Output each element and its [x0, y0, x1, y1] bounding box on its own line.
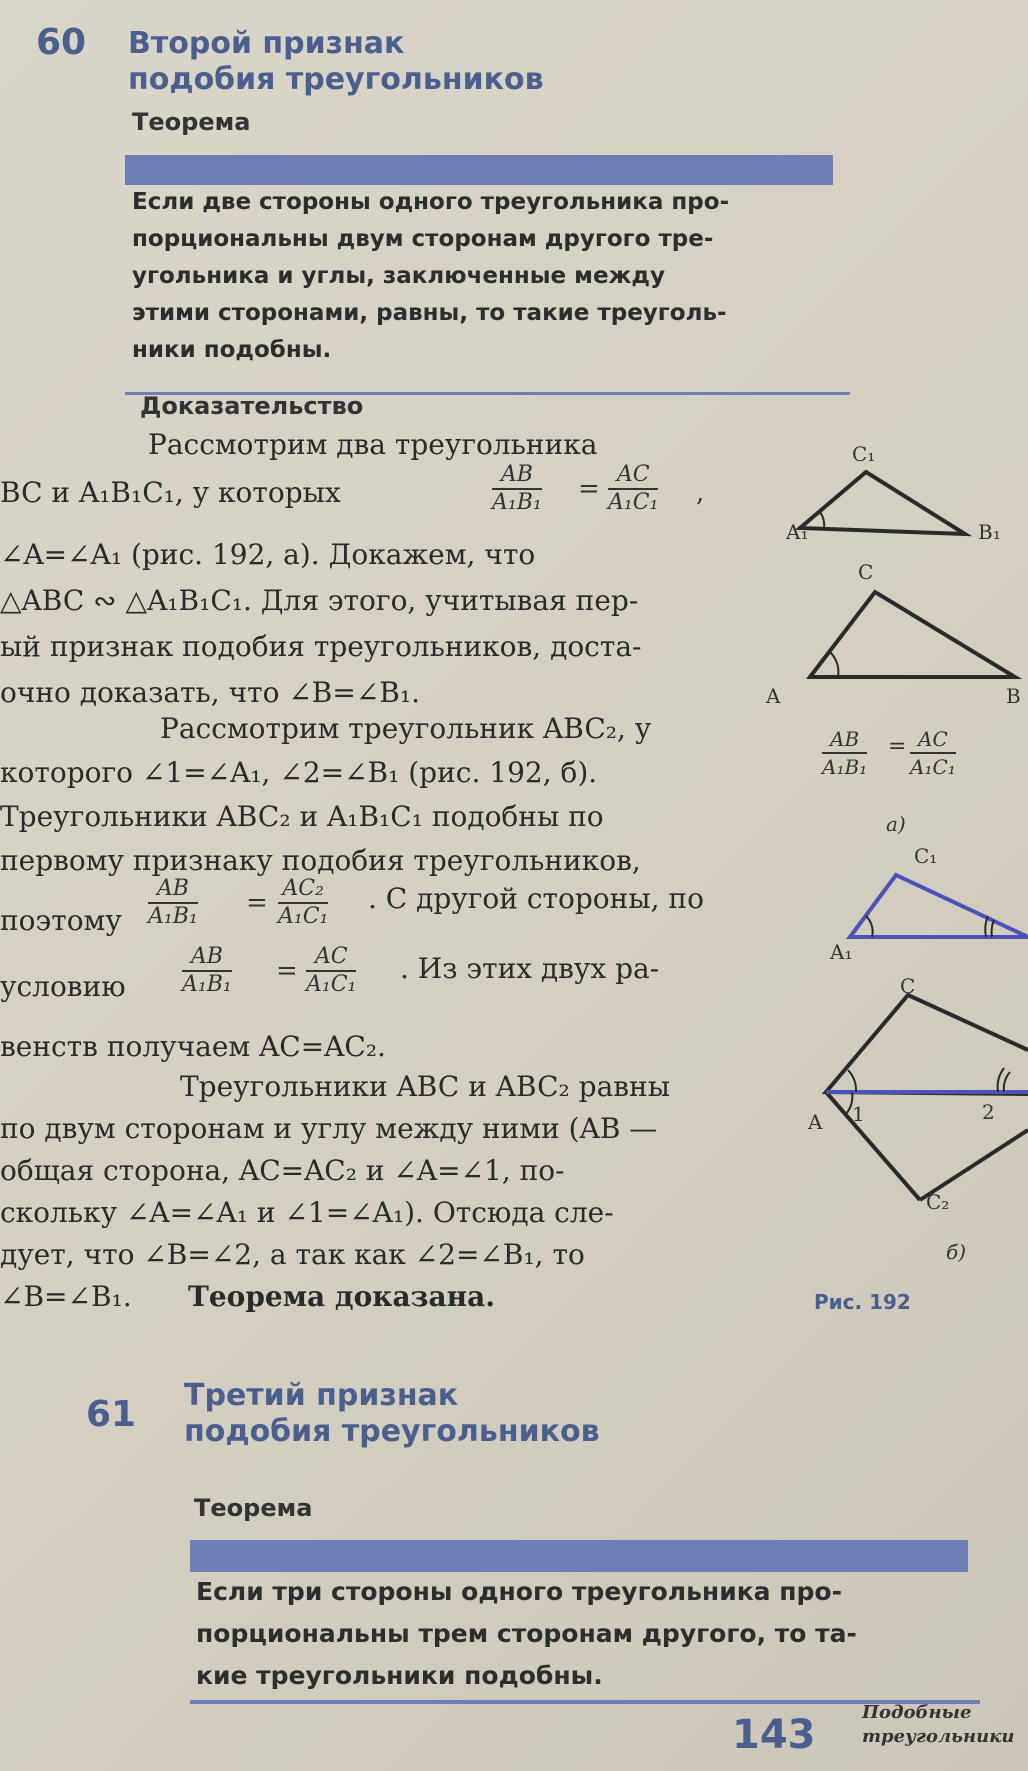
fraction-numerator: AC [306, 944, 356, 972]
fraction-numerator: AB [822, 726, 867, 754]
label-a: A [766, 684, 781, 708]
equals-sign: = [276, 956, 298, 986]
label-b: B [1006, 684, 1021, 708]
sub-label-a: а) [886, 812, 906, 836]
proof-line-10: первому признаку подобия треугольников, [0, 844, 641, 877]
proof-line-1: Рассмотрим два треугольника [148, 428, 598, 461]
equals-sign: = [888, 734, 907, 759]
theorem-61-line-2: порциональны трем сторонам другого, то та- [196, 1619, 857, 1648]
fraction-denominator: A₁B₁ [822, 755, 868, 779]
theorem-60-line-5: ники подобны. [132, 337, 332, 363]
fraction-numerator: AB [148, 876, 198, 904]
equals-sign: = [578, 474, 600, 504]
fraction-numerator: AC [910, 726, 956, 754]
proof-line-12: . С другой стороны, по [368, 882, 704, 915]
section-61-title-line1: Третий признак [184, 1378, 459, 1413]
proof-line-2: BC и A₁B₁C₁, у которых [0, 476, 341, 509]
label-a1: A₁ [786, 520, 809, 544]
theorem-60-line-1: Если две стороны одного треугольника про- [132, 189, 730, 215]
label-c: C [858, 560, 874, 584]
proof-line-8: которого ∠1=∠A₁, ∠2=∠B₁ (рис. 192, б). [0, 756, 598, 789]
fraction-ac2-over-a1c1 [278, 876, 328, 930]
label-c2: C₂ [926, 1190, 950, 1214]
fraction-ac-over-a1c1 [306, 944, 356, 998]
sub-label-b: б) [946, 1240, 967, 1264]
fraction-ab-over-a1b1 [148, 876, 198, 930]
fraction-numerator: AC [608, 462, 658, 490]
running-header-line1: Подобные [862, 1702, 972, 1723]
fraction-denominator: A₁B₁ [492, 490, 542, 515]
proof-line-7: Рассмотрим треугольник ABC₂, у [160, 712, 652, 745]
fraction-denominator: A₁C₁ [278, 904, 329, 929]
proof-line-14: . Из этих двух ра- [400, 952, 660, 985]
theorem-61-line-1: Если три стороны одного треугольника про- [196, 1577, 842, 1606]
fraction-ab-over-a1b1 [182, 944, 232, 998]
proof-line-11: поэтому [0, 904, 122, 937]
page-number: 143 [732, 1712, 816, 1758]
label-b1: B₁ [978, 520, 1001, 544]
section-61-theorem-label: Теорема [194, 1494, 313, 1522]
running-header-line2: треугольники [862, 1726, 1015, 1747]
angle-2-arc [1004, 1072, 1010, 1092]
proof-line-5: ый признак подобия треугольников, доста- [0, 630, 642, 663]
angle-b1-arc-b [992, 920, 994, 937]
theorem-60-line-3: угольника и углы, заключенные между [132, 263, 665, 289]
proof-line-19: скольку ∠A=∠A₁ и ∠1=∠A₁). Отсюда сле- [0, 1196, 614, 1229]
fraction-denominator: A₁B₁ [182, 972, 232, 997]
theorem-60-line-4: этими сторонами, равны, то такие треуголь- [132, 300, 727, 326]
figure-caption: Рис. 192 [814, 1290, 911, 1314]
proof-line-13: условию [0, 970, 126, 1003]
figure-ratio-ab [822, 726, 867, 780]
proof-line-3: ∠A=∠A₁ (рис. 192, а). Докажем, что [0, 538, 536, 571]
fraction-ab-over-a1b1 [492, 462, 542, 516]
label-c1-b: C₁ [914, 844, 938, 868]
section-60-title-line2: подобия треугольников [128, 62, 544, 97]
proof-line-18: общая сторона, AC=AC₂ и ∠A=∠1, по- [0, 1154, 565, 1187]
angle-a1-arc-b [866, 916, 873, 937]
section-60-theorem-bar [125, 155, 833, 185]
proof-end: Теорема доказана. [188, 1280, 496, 1313]
label-a1-b: A₁ [830, 940, 853, 964]
proof-line-21: ∠B=∠B₁. [0, 1280, 132, 1313]
theorem-60-line-2: порциональны двум сторонам другого тре- [132, 226, 714, 252]
proof-label: Доказательство [140, 392, 364, 420]
angle-a-arc-b [848, 1070, 856, 1092]
figure-ratio-ac [910, 726, 956, 780]
fraction-ac-over-a1c1 [608, 462, 658, 516]
triangle-abc [810, 592, 1015, 677]
section-60-theorem-label: Теорема [132, 108, 251, 136]
fraction-numerator: AB [492, 462, 542, 490]
proof-line-20: дует, что ∠B=∠2, а так как ∠2=∠B₁, то [0, 1238, 585, 1271]
fraction-denominator: A₁C₁ [910, 755, 956, 779]
section-61-number: 61 [86, 1394, 137, 1435]
section-61-theorem-bar [190, 1540, 968, 1572]
label-angle-2: 2 [982, 1100, 995, 1124]
label-c-b: C [900, 974, 916, 998]
fraction-denominator: A₁C₁ [306, 972, 357, 997]
proof-line-17: по двум сторонам и углу между ними (AB — [0, 1112, 658, 1145]
side-ac2 [826, 1092, 920, 1200]
proof-line-4: △ABC ∾ △A₁B₁C₁. Для этого, учитывая пер- [0, 584, 639, 617]
triangle-a1b1c1-b [850, 875, 1028, 937]
fraction-numerator: AC₂ [278, 876, 328, 904]
equals-sign: = [246, 888, 268, 918]
figure-192 [760, 430, 1028, 1310]
proof-line-15: венств получаем AC=AC₂. [0, 1030, 386, 1063]
proof-line-9: Треугольники ABC₂ и A₁B₁C₁ подобны по [0, 800, 604, 833]
label-angle-1: 1 [852, 1102, 865, 1126]
section-61-title-line2: подобия треугольников [184, 1414, 600, 1449]
fraction-denominator: A₁B₁ [148, 904, 198, 929]
fraction-denominator: A₁C₁ [608, 490, 659, 515]
fraction-numerator: AB [182, 944, 232, 972]
angle-a-arc [830, 652, 838, 677]
proof-line-16: Треугольники ABC и ABC₂ равны [180, 1070, 670, 1103]
section-60-title-line1: Второй признак [128, 26, 405, 61]
theorem-61-line-3: кие треугольники подобны. [196, 1661, 603, 1690]
label-c1: C₁ [852, 442, 876, 466]
angle-a1-arc [820, 512, 824, 529]
label-a-b: A [808, 1110, 823, 1134]
proof-line-6: очно доказать, что ∠B=∠B₁. [0, 676, 420, 709]
section-60-number: 60 [36, 22, 87, 63]
comma: , [696, 478, 705, 508]
